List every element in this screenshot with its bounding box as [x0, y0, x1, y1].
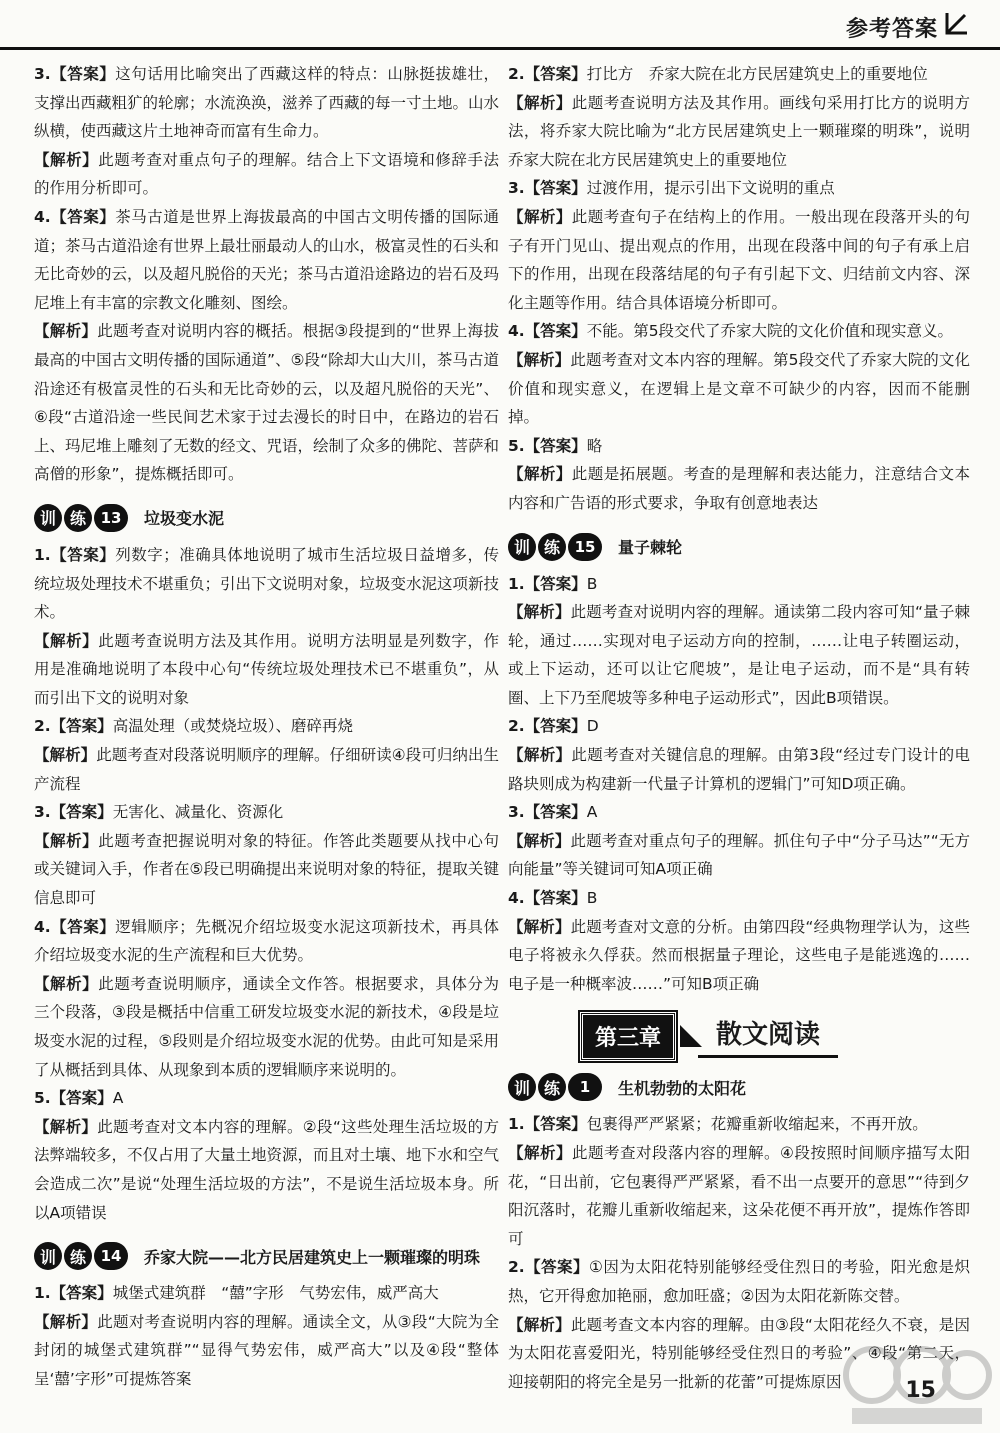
answer-text: 此题考查对段落说明顺序的理解。仔细研读④段可归纳出生产流程 — [34, 746, 499, 793]
header-title: 参考答案 — [845, 17, 938, 42]
answer-text: 此题考查对关键信息的理解。由第3段“经过专门设计的电路块则成为构建新一代量子计算机的逻辑门”可知D项正确。 — [508, 746, 970, 793]
answer-paragraph — [508, 741, 970, 798]
corner-arrow-icon — [942, 10, 970, 38]
badge-char: 训 — [34, 1242, 62, 1270]
answer-tag: 【解析】 — [34, 631, 99, 650]
answer-text: 此题考查说明方法及其作用。说明方法明显是列数字，作用是准确地说明了本段中心句“传统垃圾处理技术已不堪重负”，从而引出下文的说明对象 — [34, 631, 499, 707]
badge-number: 15 — [568, 533, 602, 561]
answer-tag: 1.【答案】 — [34, 545, 116, 564]
answer-paragraph — [508, 913, 970, 999]
badge-char: 练 — [64, 1242, 92, 1270]
answer-text: 过渡作用，提示引出下文说明的重点 — [586, 179, 835, 198]
answer-paragraph — [508, 598, 970, 712]
answer-tag: 【解析】 — [34, 746, 97, 765]
answer-tag: 【解析】 — [34, 974, 99, 993]
answer-tag: 【解析】 — [508, 350, 571, 369]
answer-tag: 【解析】 — [508, 831, 571, 850]
answer-tag: 【解析】 — [508, 465, 572, 484]
badge-char: 练 — [538, 533, 566, 561]
answer-text: 此题考查把握说明对象的特征。作答此类题要从找中心句或关键词入手，作者在⑤段已明确提出来说明对象的特征，提取关键信息即可 — [34, 831, 499, 908]
answer-text: 不能。第5段交代了乔家大院的文化价值和现实意义。 — [586, 322, 954, 341]
answer-text: 无害化、减量化、资源化 — [112, 803, 284, 822]
answer-paragraph — [508, 798, 970, 827]
chapter-label: 第三章 — [580, 1012, 676, 1061]
answer-paragraph — [508, 317, 970, 346]
answer-text: 此题考查对文意的分析。由第四段“经典物理学认为，这些电子将被永久俘获。然而根据量子理论，这些电子是能逃逸的……电子是一种概率波……”可知B项正确 — [508, 917, 970, 993]
answer-paragraph — [34, 913, 499, 970]
answer-paragraph — [34, 317, 499, 489]
section-heading — [34, 501, 499, 535]
answer-paragraph — [508, 1110, 970, 1139]
answer-text: 此题考查对说明内容的理解。通读第二段内容可知“量子棘轮，通过……实现对电子运动方向的控制，……让电子转圈运动，或上下运动，还可以让它爬坡”，是让电子运动，而不是“具有转圈、上下乃至爬坡等多种电子运动形式”，因此B项错误。 — [508, 603, 970, 707]
answer-paragraph — [34, 1084, 499, 1113]
answer-text: ①因为太阳花特别能够经受住烈日的考验，阳光愈是炽热，它开得愈加艳丽，愈加旺盛；②因为太阳花新陈交替。 — [508, 1258, 970, 1305]
answer-paragraph — [34, 203, 499, 317]
answer-paragraph — [508, 1139, 970, 1253]
answer-tag: 2.【答案】 — [34, 717, 113, 736]
answer-tag: 4.【答案】 — [508, 889, 587, 908]
answer-tag: 【解析】 — [508, 917, 571, 936]
answer-text: B — [586, 574, 598, 593]
answer-tag: 【解析】 — [34, 322, 98, 341]
section-heading — [508, 530, 970, 564]
answer-paragraph — [34, 146, 499, 203]
chapter-title: 散文阅读 — [698, 1014, 838, 1058]
answer-tag: 【解析】 — [34, 1312, 98, 1331]
section-title: 垃圾变水泥 — [144, 509, 225, 529]
answer-text: 逻辑顺序；先概况介绍垃圾变水泥这项新技术，再具体介绍垃圾变水泥的生产流程和巨大优势。 — [34, 917, 499, 965]
answer-tag: 4.【答案】 — [34, 917, 116, 936]
answer-tag: 【解析】 — [508, 746, 572, 765]
answer-block — [508, 570, 970, 999]
answer-text: 此题考查句子在结构上的作用。一般出现在段落开头的句子有开门见山、提出观点的作用，出现在段落中间的句子有承上启下的作用，出现在段落结尾的句子有引起下文、归结前文内容、深化主题等作用。结合具体语境分析即可。 — [508, 207, 970, 312]
answer-paragraph — [34, 60, 499, 146]
page-header — [0, 0, 1000, 50]
answer-text: 列数字；准确具体地说明了城市生活垃圾日益增多，传统垃圾处理技术不堪重负；引出下文说明对象，垃圾变水泥这项新技术。 — [34, 545, 500, 622]
answer-tag: 3.【答案】 — [34, 803, 113, 822]
answer-text: 此题考查文本内容的理解。由③段“太阳花经久不衰，是因为太阳花喜爱阳光，特别能够经受住烈日的考验”、④段“第二天，迎接朝阳的将完全是另一批新的花蕾”可提炼原因 — [508, 1315, 970, 1391]
answer-text: 略 — [586, 436, 603, 455]
answer-text: 此题考查对文本内容的理解。②段“这些处理生活垃圾的方法弊端较多，不仅占用了大量土地资源，而且对土壤、地下水和空气会造成二次”是说“处理生活垃圾的方法”，不是说生活垃圾本身。所以A项错误 — [34, 1117, 500, 1222]
answer-paragraph — [34, 741, 499, 798]
answer-text: 打比方 乔家大院在北方民居建筑史上的重要地位 — [586, 65, 928, 83]
answer-text: B — [586, 889, 598, 908]
answer-paragraph — [34, 1113, 499, 1227]
answer-tag: 【解析】 — [508, 1144, 573, 1162]
answer-tag: 4.【答案】 — [34, 207, 116, 226]
answer-text: A — [112, 1089, 124, 1108]
answer-text: 此题考查说明方法及其作用。画线句采用打比方的说明方法，将乔家大院比喻为“北方民居建筑史上一颗璀璨的明珠”，说明乔家大院在北方民居建筑史上的重要地位 — [508, 93, 970, 169]
answer-paragraph — [34, 541, 499, 627]
answer-text: 此题对考查说明内容的理解。通读全文，从③段“大院为全封闭的城堡式建筑群”“显得气势宏伟，威严高大”以及④段“整体呈‘囍’字形”可提炼答案 — [34, 1312, 499, 1388]
answer-tag: 3.【答案】 — [34, 65, 116, 83]
answer-tag: 【解析】 — [508, 93, 572, 112]
answer-text: 此题考查对说明内容的概括。根据③段提到的“世界上海拔最高的中国古文明传播的国际通道”、⑤段“除却大山大川，茶马古道沿途还有极富灵性的石头和无比奇妙的云，以及超凡脱俗的天光”、⑥段“古道沿途一些民间艺术家于过去漫长的时日中，在路边的岩石上、玛尼堆上雕刻了无数的经文、咒语，绘制了众多的佛陀、菩萨和高僧的形象”，提炼概括即可。 — [34, 322, 500, 484]
answer-paragraph — [34, 712, 499, 741]
badge-char: 练 — [64, 504, 92, 532]
answer-paragraph — [508, 827, 970, 884]
answer-block — [34, 541, 499, 1227]
answer-paragraph — [34, 798, 499, 827]
badge-number: 13 — [94, 504, 128, 532]
answer-paragraph — [508, 203, 970, 317]
answer-text: A — [586, 803, 598, 822]
answer-tag: 5.【答案】 — [34, 1089, 113, 1108]
section-title: 生机勃勃的太阳花 — [618, 1078, 747, 1098]
answer-text: 这句话用比喻突出了西藏这样的特点：山脉挺拔雄壮，支撑出西藏粗犷的轮廓；水流涣涣，滋养了西藏的每一寸土地。山水纵横，使西藏这片土地神奇而富有生命力。 — [34, 65, 500, 141]
badge-char: 练 — [538, 1073, 566, 1101]
answer-paragraph — [508, 60, 970, 89]
answer-paragraph — [508, 174, 970, 203]
answer-paragraph — [508, 712, 970, 741]
answer-paragraph — [34, 970, 499, 1084]
answer-text: 此题考查对段落内容的理解。④段按照时间顺序描写太阳花，“日出前，它包裹得严严紧紧，看不出一点要开的意思”“待到夕阳沉落时，花瓣儿重新收缩起来，这朵花便不再开放”，提炼作答即可 — [508, 1144, 970, 1248]
section-heading — [34, 1239, 499, 1273]
answer-block — [34, 60, 499, 489]
answer-paragraph — [508, 460, 970, 517]
badge-number: 1 — [568, 1073, 602, 1101]
answer-tag: 【解析】 — [34, 150, 99, 169]
section-title: 量子棘轮 — [618, 538, 683, 557]
answer-text: 茶马古道是世界上海拔最高的中国古文明传播的国际通道；茶马古道沿途有世界上最壮丽最动人的山水，极富灵性的石头和无比奇妙的云，以及超凡脱俗的天光；茶马古道沿途路边的岩石及玛尼堆上有丰富的宗教文化雕刻、图绘。 — [34, 207, 500, 312]
chapter-heading — [580, 1014, 970, 1058]
answer-text: 此题考查对重点句子的理解。抓住句子中“分子马达”“无方向能量”等关键词可知A项正确 — [508, 831, 970, 879]
left-column — [34, 60, 499, 1394]
answer-paragraph — [508, 89, 970, 175]
answer-tag: 3.【答案】 — [508, 803, 587, 822]
badge-number: 14 — [94, 1242, 128, 1270]
section-heading — [508, 1070, 970, 1104]
answer-tag: 1.【答案】 — [508, 574, 587, 593]
answer-text: 此题考查对文本内容的理解。第5段交代了乔家大院的文化价值和现实意义，在逻辑上是文章不可缺少的内容，因而不能删掉。 — [508, 350, 970, 427]
answer-paragraph — [34, 1308, 499, 1394]
answer-paragraph — [34, 827, 499, 913]
page-number: 15 — [905, 1378, 936, 1403]
answer-tag: 2.【答案】 — [508, 1258, 589, 1277]
answer-paragraph — [508, 570, 970, 599]
badge-char: 训 — [34, 504, 62, 532]
answer-tag: 3.【答案】 — [508, 179, 587, 198]
section-title: 乔家大院——北方民居建筑史上一颗璀璨的明珠 — [144, 1247, 481, 1267]
answer-block — [508, 60, 970, 518]
answer-text: 城堡式建筑群 “囍”字形 气势宏伟，威严高大 — [112, 1284, 439, 1303]
answer-tag: 5.【答案】 — [508, 436, 587, 455]
answer-paragraph — [508, 432, 970, 461]
answer-tag: 【解析】 — [34, 1117, 98, 1136]
answer-tag: 1.【答案】 — [508, 1115, 587, 1134]
answer-paragraph — [508, 346, 970, 432]
answer-text: D — [586, 717, 599, 736]
answer-paragraph — [508, 884, 970, 913]
answer-tag: 【解析】 — [34, 831, 99, 850]
answer-paragraph — [34, 1279, 499, 1308]
answer-tag: 【解析】 — [508, 1315, 571, 1334]
answer-tag: 【解析】 — [508, 603, 571, 622]
answer-tag: 2.【答案】 — [508, 65, 587, 83]
answer-tag: 2.【答案】 — [508, 717, 587, 736]
answer-tag: 【解析】 — [508, 207, 572, 226]
answer-tag: 1.【答案】 — [34, 1284, 113, 1303]
answer-block — [34, 1279, 499, 1393]
badge-char: 训 — [508, 1073, 536, 1101]
answer-text: 此题考查对重点句子的理解。结合上下文语境和修辞手法的作用分析即可。 — [34, 150, 499, 198]
answer-paragraph — [34, 627, 499, 713]
answer-text: 此题考查说明顺序，通读全文作答。根据要求，具体分为三个段落，③段是概括中信重工研发垃圾变水泥的新技术，④段是垃圾变水泥的过程，⑤段则是介绍垃圾变水泥的优势。由此可知是采用了从概括到具体、从现象到本质的逻辑顺序来说明的。 — [34, 974, 499, 1079]
watermark-logo — [842, 1340, 992, 1430]
right-column — [508, 60, 970, 1396]
answer-text: 此题是拓展题。考查的是理解和表达能力，注意结合文本内容和广告语的形式要求，争取有创意地表达 — [508, 465, 970, 512]
answer-text: 包裹得严严紧紧；花瓣重新收缩起来，不再开放。 — [586, 1115, 928, 1134]
answer-paragraph — [508, 1253, 970, 1310]
answer-text: 高温处理（或焚烧垃圾）、磨碎再烧 — [112, 717, 353, 736]
answer-tag: 4.【答案】 — [508, 322, 587, 341]
badge-char: 训 — [508, 533, 536, 561]
